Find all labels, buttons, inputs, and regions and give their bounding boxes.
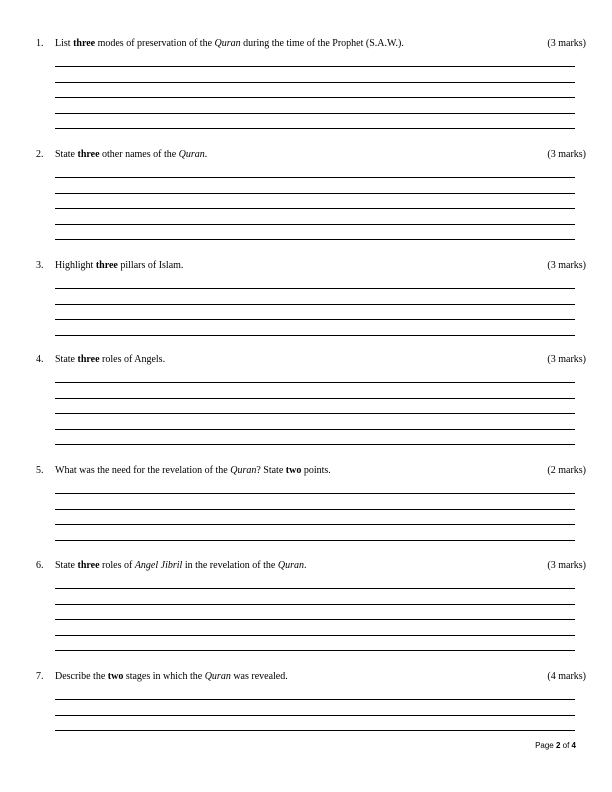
answer-line[interactable]: [55, 413, 575, 414]
answer-line[interactable]: [55, 66, 575, 67]
answer-line[interactable]: [55, 193, 575, 194]
answer-line[interactable]: [55, 113, 575, 114]
emphasis-bold: three: [77, 354, 100, 365]
answer-line[interactable]: [55, 97, 575, 98]
marks-allocation: (3 marks): [547, 354, 586, 365]
answer-line[interactable]: [55, 128, 575, 129]
emphasis-italic: Quran: [178, 149, 205, 160]
answer-line[interactable]: [55, 429, 575, 430]
question-text-segment: State: [55, 354, 78, 365]
answer-line[interactable]: [55, 288, 575, 289]
question-text: [55, 353, 165, 367]
question-text-segment: ? State: [256, 465, 286, 476]
marks-allocation: (3 marks): [547, 38, 586, 49]
question-text: [55, 559, 306, 573]
question-line: [0, 670, 612, 684]
question-text-segment: roles of Angels.: [99, 354, 166, 365]
answer-line[interactable]: [55, 335, 575, 336]
answer-line[interactable]: [55, 715, 575, 716]
emphasis-italic: Quran: [204, 671, 231, 682]
question-text: [55, 259, 183, 273]
answer-line[interactable]: [55, 699, 575, 700]
question-text: [55, 148, 207, 162]
question-line: [0, 37, 612, 51]
marks-allocation: (3 marks): [547, 260, 586, 271]
page-label: Page: [535, 741, 556, 750]
current-page-number: 2: [555, 741, 561, 750]
question-text-segment: pillars of Islam.: [117, 260, 184, 271]
question-text-segment: State: [55, 560, 78, 571]
question-line: [0, 464, 612, 478]
question-text-segment: Highlight: [55, 260, 96, 271]
marks-allocation: (4 marks): [547, 671, 586, 682]
question-line: [0, 259, 612, 273]
question-line: [0, 559, 612, 573]
question-number: 7.: [36, 671, 44, 682]
emphasis-bold: three: [73, 38, 96, 49]
answer-line[interactable]: [55, 650, 575, 651]
emphasis-bold: two: [107, 671, 124, 682]
marks-allocation: (3 marks): [547, 149, 586, 160]
marks-allocation: (2 marks): [547, 465, 586, 476]
marks-allocation: (3 marks): [547, 560, 586, 571]
question-text-segment: State: [55, 149, 78, 160]
total-page-count: 4: [571, 741, 576, 750]
answer-line[interactable]: [55, 635, 575, 636]
answer-line[interactable]: [55, 444, 575, 445]
page-separator: of: [560, 741, 572, 750]
answer-line[interactable]: [55, 509, 575, 510]
emphasis-bold: two: [285, 465, 302, 476]
question-number: 6.: [36, 560, 44, 571]
question-text-segment: modes of preservation of the: [95, 38, 215, 49]
answer-line[interactable]: [55, 730, 575, 731]
answer-line[interactable]: [55, 82, 575, 83]
emphasis-italic: Quran: [230, 465, 257, 476]
question-text-segment: in the revelation of the: [182, 560, 278, 571]
emphasis-bold: three: [77, 560, 100, 571]
question-number: 2.: [36, 149, 44, 160]
answer-line[interactable]: [55, 319, 575, 320]
answer-line[interactable]: [55, 493, 575, 494]
question-line: [0, 353, 612, 367]
question-text-segment: stages in which the: [123, 671, 205, 682]
question-text-segment: other names of the: [99, 149, 179, 160]
answer-line[interactable]: [55, 604, 575, 605]
question-text-segment: .: [204, 149, 208, 160]
emphasis-italic: Quran: [214, 38, 241, 49]
question-text-segment: roles of: [99, 560, 135, 571]
answer-line[interactable]: [55, 524, 575, 525]
answer-line[interactable]: [55, 398, 575, 399]
answer-line[interactable]: [55, 224, 575, 225]
page-number-footer: [535, 741, 576, 751]
question-text-segment: .: [303, 560, 307, 571]
answer-line[interactable]: [55, 208, 575, 209]
question-number: 3.: [36, 260, 44, 271]
emphasis-italic: Quran: [277, 560, 304, 571]
question-line: [0, 148, 612, 162]
answer-line[interactable]: [55, 382, 575, 383]
question-text-segment: List: [55, 38, 74, 49]
answer-line[interactable]: [55, 304, 575, 305]
question-text: [55, 37, 404, 51]
question-text-segment: Describe the: [55, 671, 108, 682]
question-text-segment: What was the need for the revelation of the: [55, 465, 231, 476]
emphasis-bold: three: [95, 260, 118, 271]
answer-line[interactable]: [55, 619, 575, 620]
question-text-segment: during the time of the Prophet (S.A.W.).: [240, 38, 404, 49]
question-text: [55, 670, 288, 684]
question-number: 5.: [36, 465, 44, 476]
answer-line[interactable]: [55, 540, 575, 541]
emphasis-italic: Angel Jibril: [134, 560, 183, 571]
answer-line[interactable]: [55, 177, 575, 178]
answer-line[interactable]: [55, 588, 575, 589]
question-text: [55, 464, 331, 478]
question-number: 4.: [36, 354, 44, 365]
answer-line[interactable]: [55, 239, 575, 240]
question-text-segment: was revealed.: [230, 671, 288, 682]
question-number: 1.: [36, 38, 44, 49]
question-text-segment: points.: [301, 465, 331, 476]
emphasis-bold: three: [77, 149, 100, 160]
